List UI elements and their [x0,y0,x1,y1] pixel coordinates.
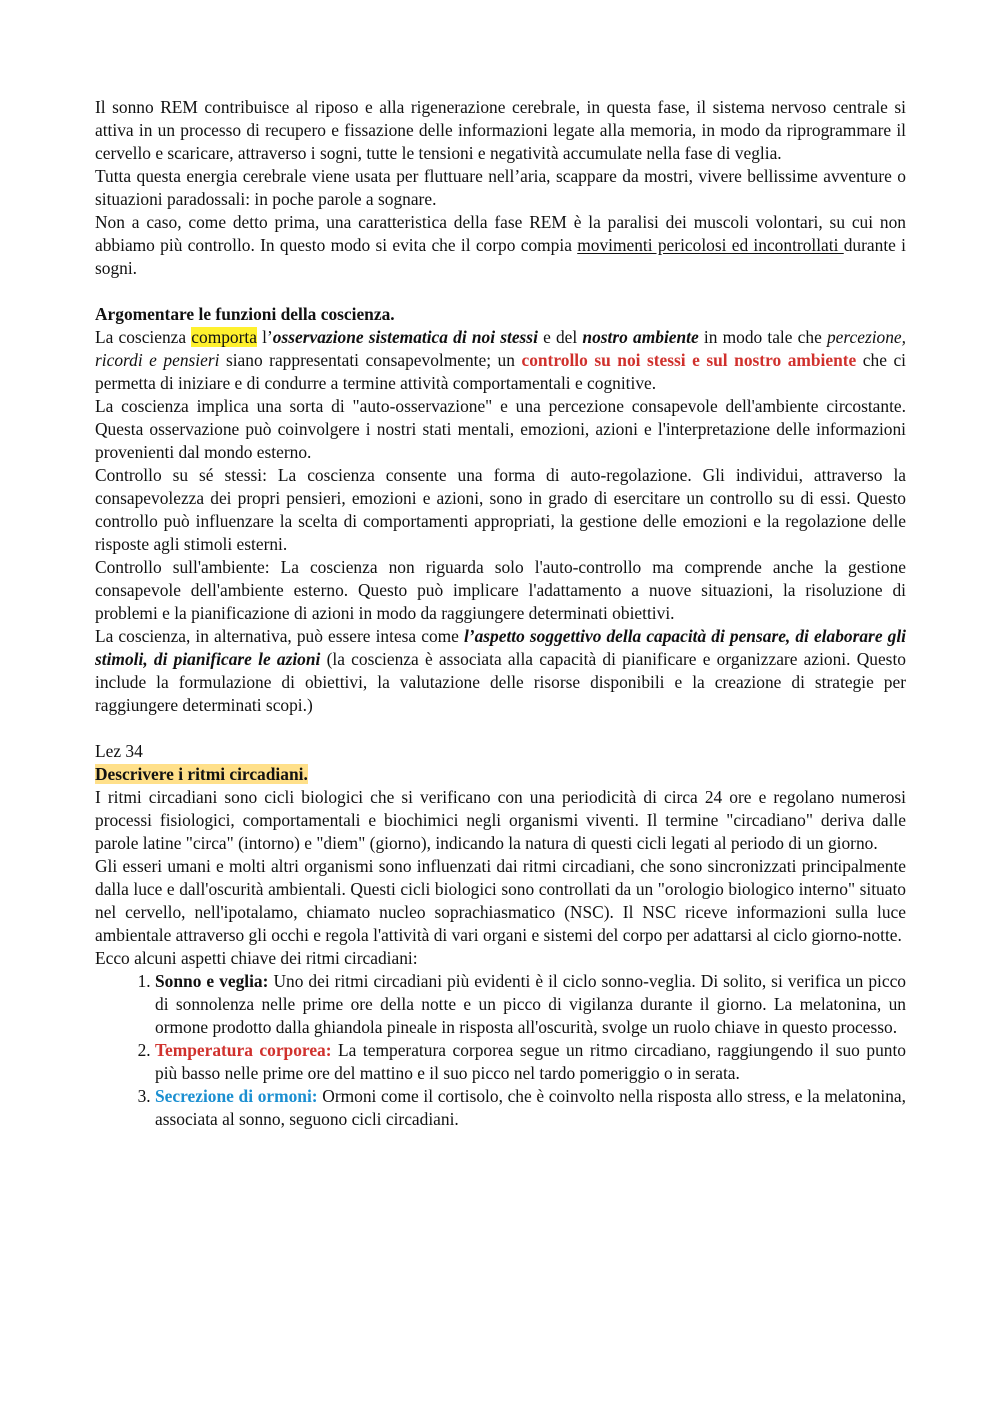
paragraph-orologio-biologico: Gli esseri umani e molti altri organismi sono influenzati dai ritmi circadiani, che sono sincronizzati principalmente dalla luce e dall'oscurità ambientali. Questi cicli biologici sono controllati da un "orologio biologico interno" situato nel cervello, nell'ipotalamo, chiamato nucleo soprachiasmatico (NSC). Il NSC riceve informazioni sulla luce ambientale attraverso gli occhi e regola l'attività di vari organi e sistemi del corpo per adattarsi al ciclo giorno-notte. [95,856,906,945]
text-run: siano rappresentati consapevolmente; un [219,350,522,370]
lesson-label: Lez 34 [95,741,143,761]
blank-line [95,280,906,303]
paragraph-controllo-se-stessi: Controllo su sé stessi: La coscienza consente una forma di auto-regolazione. Gli individui, attraverso la consapevolezza dei propri pensieri, emozioni e azioni, sono in grado di esercitare un controllo su di essi. Questo controllo può influenzare la scelta di comportamenti appropriati, la gestione delle emozioni e la regolazione delle risposte agli stimoli esterni. [95,465,906,554]
list-item-term: Temperatura corporea: [155,1040,332,1060]
paragraph-coscienza-alternativa [95,625,906,717]
paragraph-paralisi-muscoli [95,211,906,280]
paragraph-ritmi-definizione: I ritmi circadiani sono cicli biologici che si verificano con una periodicità di circa 24 ore e regolano numerosi processi fisiologici, comportamentali e biochimici negli organismi viventi. Il termine "circadiano" deriva dalle parole latine "circa" (intorno) e "diem" (giorno), indicando la natura di questi cicli legati al periodo di un giorno. [95,787,906,853]
text-run: La coscienza [95,327,192,347]
text-run: che ci permetta di iniziare e di condurre a termine attività comportamentali e cognitive. [95,350,906,393]
paragraph-rem-rigenerazione: Il sonno REM contribuisce al riposo e alla rigenerazione cerebrale, in questa fase, il sistema nervoso centrale si attiva in un processo di recupero e fissazione delle informazioni legate alla memoria, in modo da riprogrammare il cervello e scaricare, attraverso i sogni, tutte le tensioni e negatività accumulate nella fase di veglia. [95,97,906,163]
italic-phrase: percezione, ricordi e pensieri [95,327,906,370]
paragraph-auto-osservazione: La coscienza implica una sorta di "auto-osservazione" e una percezione consapevole dell'ambiente circostante. Questa osservazione può coinvolgere i nostri stati mentali, emozioni, azioni e l'interpretazione delle informazioni provenienti dal mondo esterno. [95,396,906,462]
underlined-phrase: movimenti pericolosi ed incontrollati [577,235,844,255]
text-run: durante i sogni. [95,235,907,278]
document-page [95,96,906,1131]
paragraph-aspetti-chiave-intro: Ecco alcuni aspetti chiave dei ritmi circadiani: [95,948,418,968]
paragraph-controllo-ambiente: Controllo sull'ambiente: La coscienza non riguarda solo l'auto-controllo ma comprende anche la gestione consapevole dell'ambiente esterno. Questo può implicare l'adattamento a nuove situazioni, la risoluzione di problemi e la pianificazione di azioni in modo da raggiungere determinati obiettivi. [95,557,906,623]
aspects-list [95,970,906,1131]
list-item-text: Uno dei ritmi circadiani più evidenti è il ciclo sonno-veglia. Di solito, si verifica un picco di sonnolenza nelle prime ore della notte e un picco di vigilanza durante il giorno. La melatonina, un ormone prodotto dalla ghiandola pineale in risposta all'oscurità, svolge un ruolo chiave in questo processo. [155,971,906,1037]
list-item [155,1039,906,1085]
blank-line [95,717,906,740]
red-emphasis-phrase: controllo su noi stessi e sul nostro ambiente [521,350,857,370]
list-item-term: Secrezione di ormoni: [155,1086,318,1106]
text-run: Non a caso, come detto prima, una caratteristica della fase REM è la paralisi dei muscoli volontari, su cui non abbiamo più controllo. In questo modo si evita che il corpo compia [95,212,906,255]
section-heading-coscienza: Argomentare le funzioni della coscienza. [95,304,395,324]
emphasis-phrase: l’aspetto soggettivo della capacità di pensare, di elaborare gli stimoli, di pianificare le azioni [95,626,906,669]
text-run: e del [537,327,583,347]
text-run: in modo tale che [698,327,827,347]
list-item-text: La temperatura corporea segue un ritmo circadiano, raggiungendo il suo punto più basso nelle prime ore del mattino e il suo picco nel tardo pomeriggio o in serata. [155,1040,906,1083]
section-heading-ritmi [95,763,906,786]
list-item [155,1085,906,1131]
text-run: (la coscienza è associata alla capacità di pianificare e organizzare azioni. Questo include la formulazione di obiettivi, la valutazione delle risorse disponibili e la creazione di strategie per raggiungere determinati scopi.) [95,649,906,715]
paragraph-energia-cerebrale: Tutta questa energia cerebrale viene usata per fluttuare nell’aria, scappare da mostri, vivere bellissime avventure o situazioni paradossali: in poche parole a sognare. [95,166,906,209]
highlighted-heading: Descrivere i ritmi circadiani. [95,764,308,784]
highlighted-word: comporta [191,327,257,347]
list-item-term: Sonno e veglia: [155,971,269,991]
list-item [155,970,906,1039]
list-item-text: Ormoni come il cortisolo, che è coinvolto nella risposta allo stress, e la melatonina, associata al sonno, seguono cicli circadiani. [155,1086,906,1129]
paragraph-coscienza-definizione [95,326,906,395]
text-run: l’ [256,327,273,347]
emphasis-phrase: nostro ambiente [582,327,699,347]
emphasis-phrase: osservazione sistematica di noi stessi [272,327,538,347]
text-run: La coscienza, in alternativa, può essere intesa come [95,626,464,646]
